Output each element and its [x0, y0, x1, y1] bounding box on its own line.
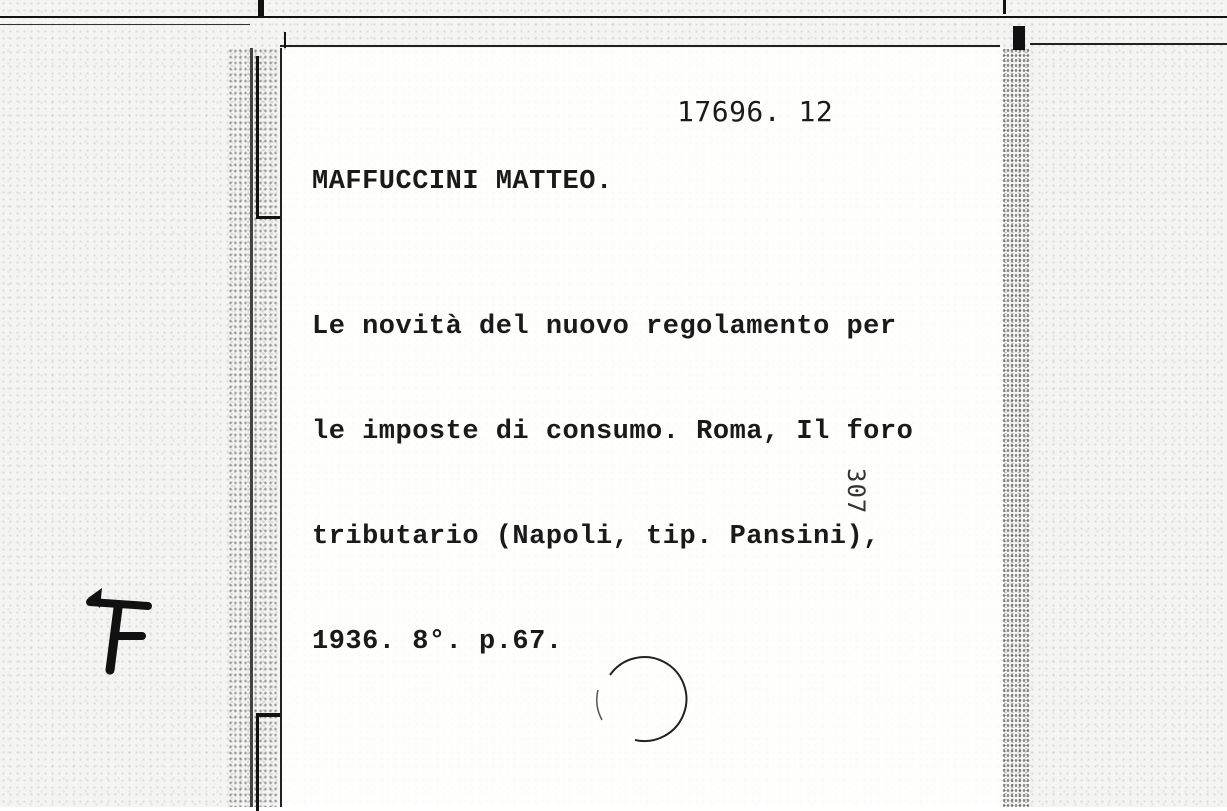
card-top-edge — [280, 45, 1000, 47]
description-block — [312, 240, 913, 695]
description-line: Le novità del nuovo regolamento per — [312, 312, 897, 342]
top-ruling-line — [0, 16, 1227, 18]
top-tick-right-thin — [1003, 0, 1006, 14]
author-heading: MAFFUCCINI MATTEO. — [312, 167, 613, 197]
right-card-edge — [1002, 48, 1030, 807]
top-tick-right — [1013, 26, 1025, 50]
catalog-number: 17696. 12 — [677, 95, 834, 128]
description-line: 1936. 8°. p.67. — [312, 627, 563, 657]
top-tick-left — [258, 0, 264, 18]
hand-drawn-f-mark-icon — [80, 580, 160, 680]
description-line: tributario (Napoli, tip. Pansini), — [312, 522, 880, 552]
left-edge-bracket-bottom — [256, 713, 281, 811]
left-card-edge — [228, 48, 278, 807]
rotated-margin-number: 307 — [842, 468, 870, 515]
card-top-edge-right — [1030, 43, 1227, 45]
description-line: le imposte di consumo. Roma, Il foro — [312, 417, 914, 447]
punch-hole-icon — [590, 645, 690, 745]
top-ruling-line-left — [0, 24, 250, 25]
left-edge-bracket-top — [256, 56, 281, 219]
left-edge-line — [250, 48, 253, 807]
